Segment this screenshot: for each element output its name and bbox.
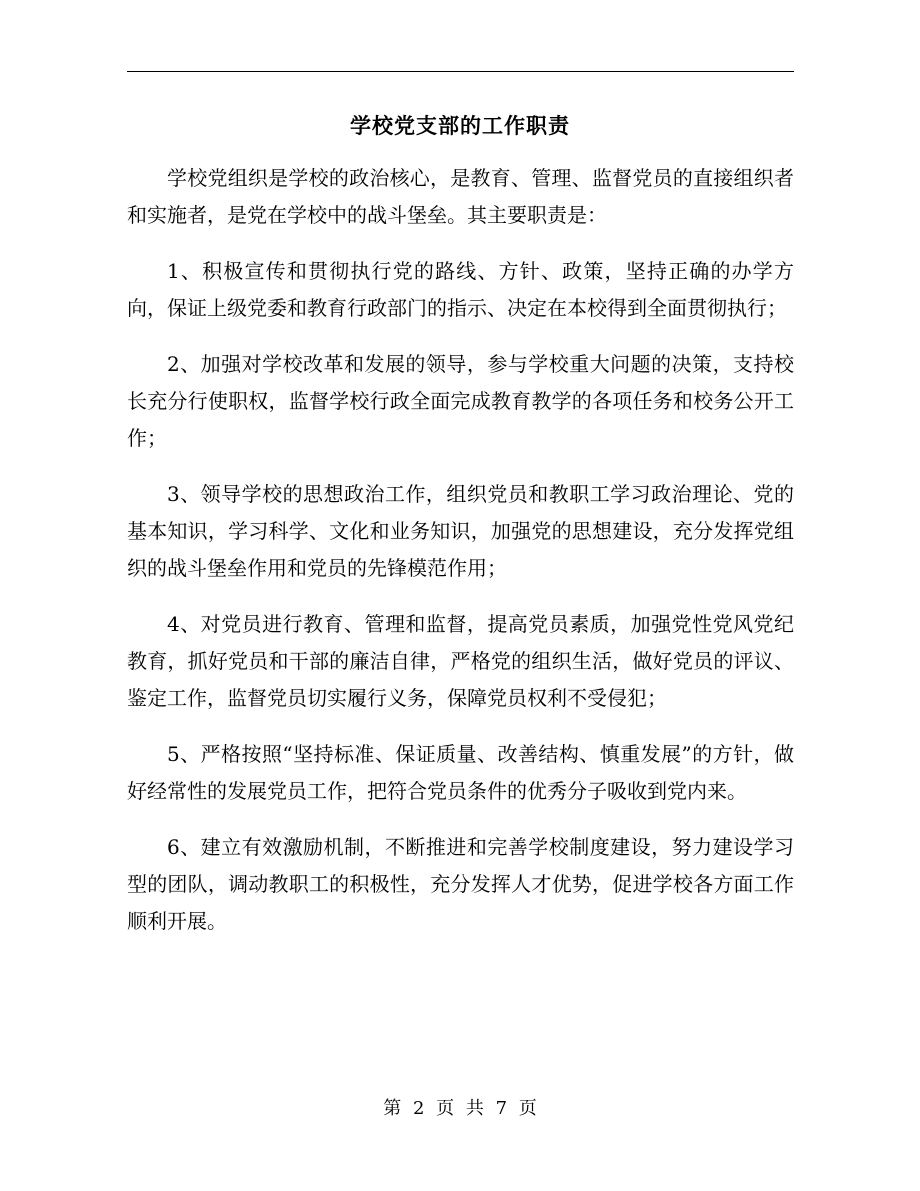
page-footer: 第 2 页 共 7 页 (383, 1098, 537, 1119)
document-body (127, 160, 794, 959)
duty-item-6: 6、建立有效激励机制，不断推进和完善学校制度建设，努力建设学习型的团队，调动教职工的积极性，充分发挥人才优势，促进学校各方面工作顺利开展。 (127, 835, 794, 933)
duty-item-4: 4、对党员进行教育、管理和监督，提高党员素质，加强党性党风党纪教育，抓好党员和干部的廉洁自律，严格党的组织生活，做好党员的评议、鉴定工作，监督党员切实履行义务，保障党员权利不受侵犯； (127, 612, 794, 710)
intro-paragraph: 学校党组织是学校的政治核心，是教育、管理、监督党员的直接组织者和实施者，是党在学校中的战斗堡垒。其主要职责是： (127, 166, 794, 227)
document-title: 学校党支部的工作职责 (350, 113, 570, 138)
duty-item-5: 5、严格按照“坚持标准、保证质量、改善结构、慎重发展”的方针，做好经常性的发展党员工作，把符合党员条件的优秀分子吸收到党内来。 (127, 742, 794, 803)
duty-item-3: 3、领导学校的思想政治工作，组织党员和教职工学习政治理论、党的基本知识，学习科学、文化和业务知识，加强党的思想建设，充分发挥党组织的战斗堡垒作用和党员的先锋模范作用； (127, 482, 794, 580)
header-rule (127, 71, 794, 72)
duty-item-2: 2、加强对学校改革和发展的领导，参与学校重大问题的决策，支持校长充分行使职权，监督学校行政全面完成教育教学的各项任务和校务公开工作； (127, 352, 794, 450)
duty-item-1: 1、积极宣传和贯彻执行党的路线、方针、政策，坚持正确的办学方向，保证上级党委和教育行政部门的指示、决定在本校得到全面贯彻执行； (127, 259, 794, 320)
